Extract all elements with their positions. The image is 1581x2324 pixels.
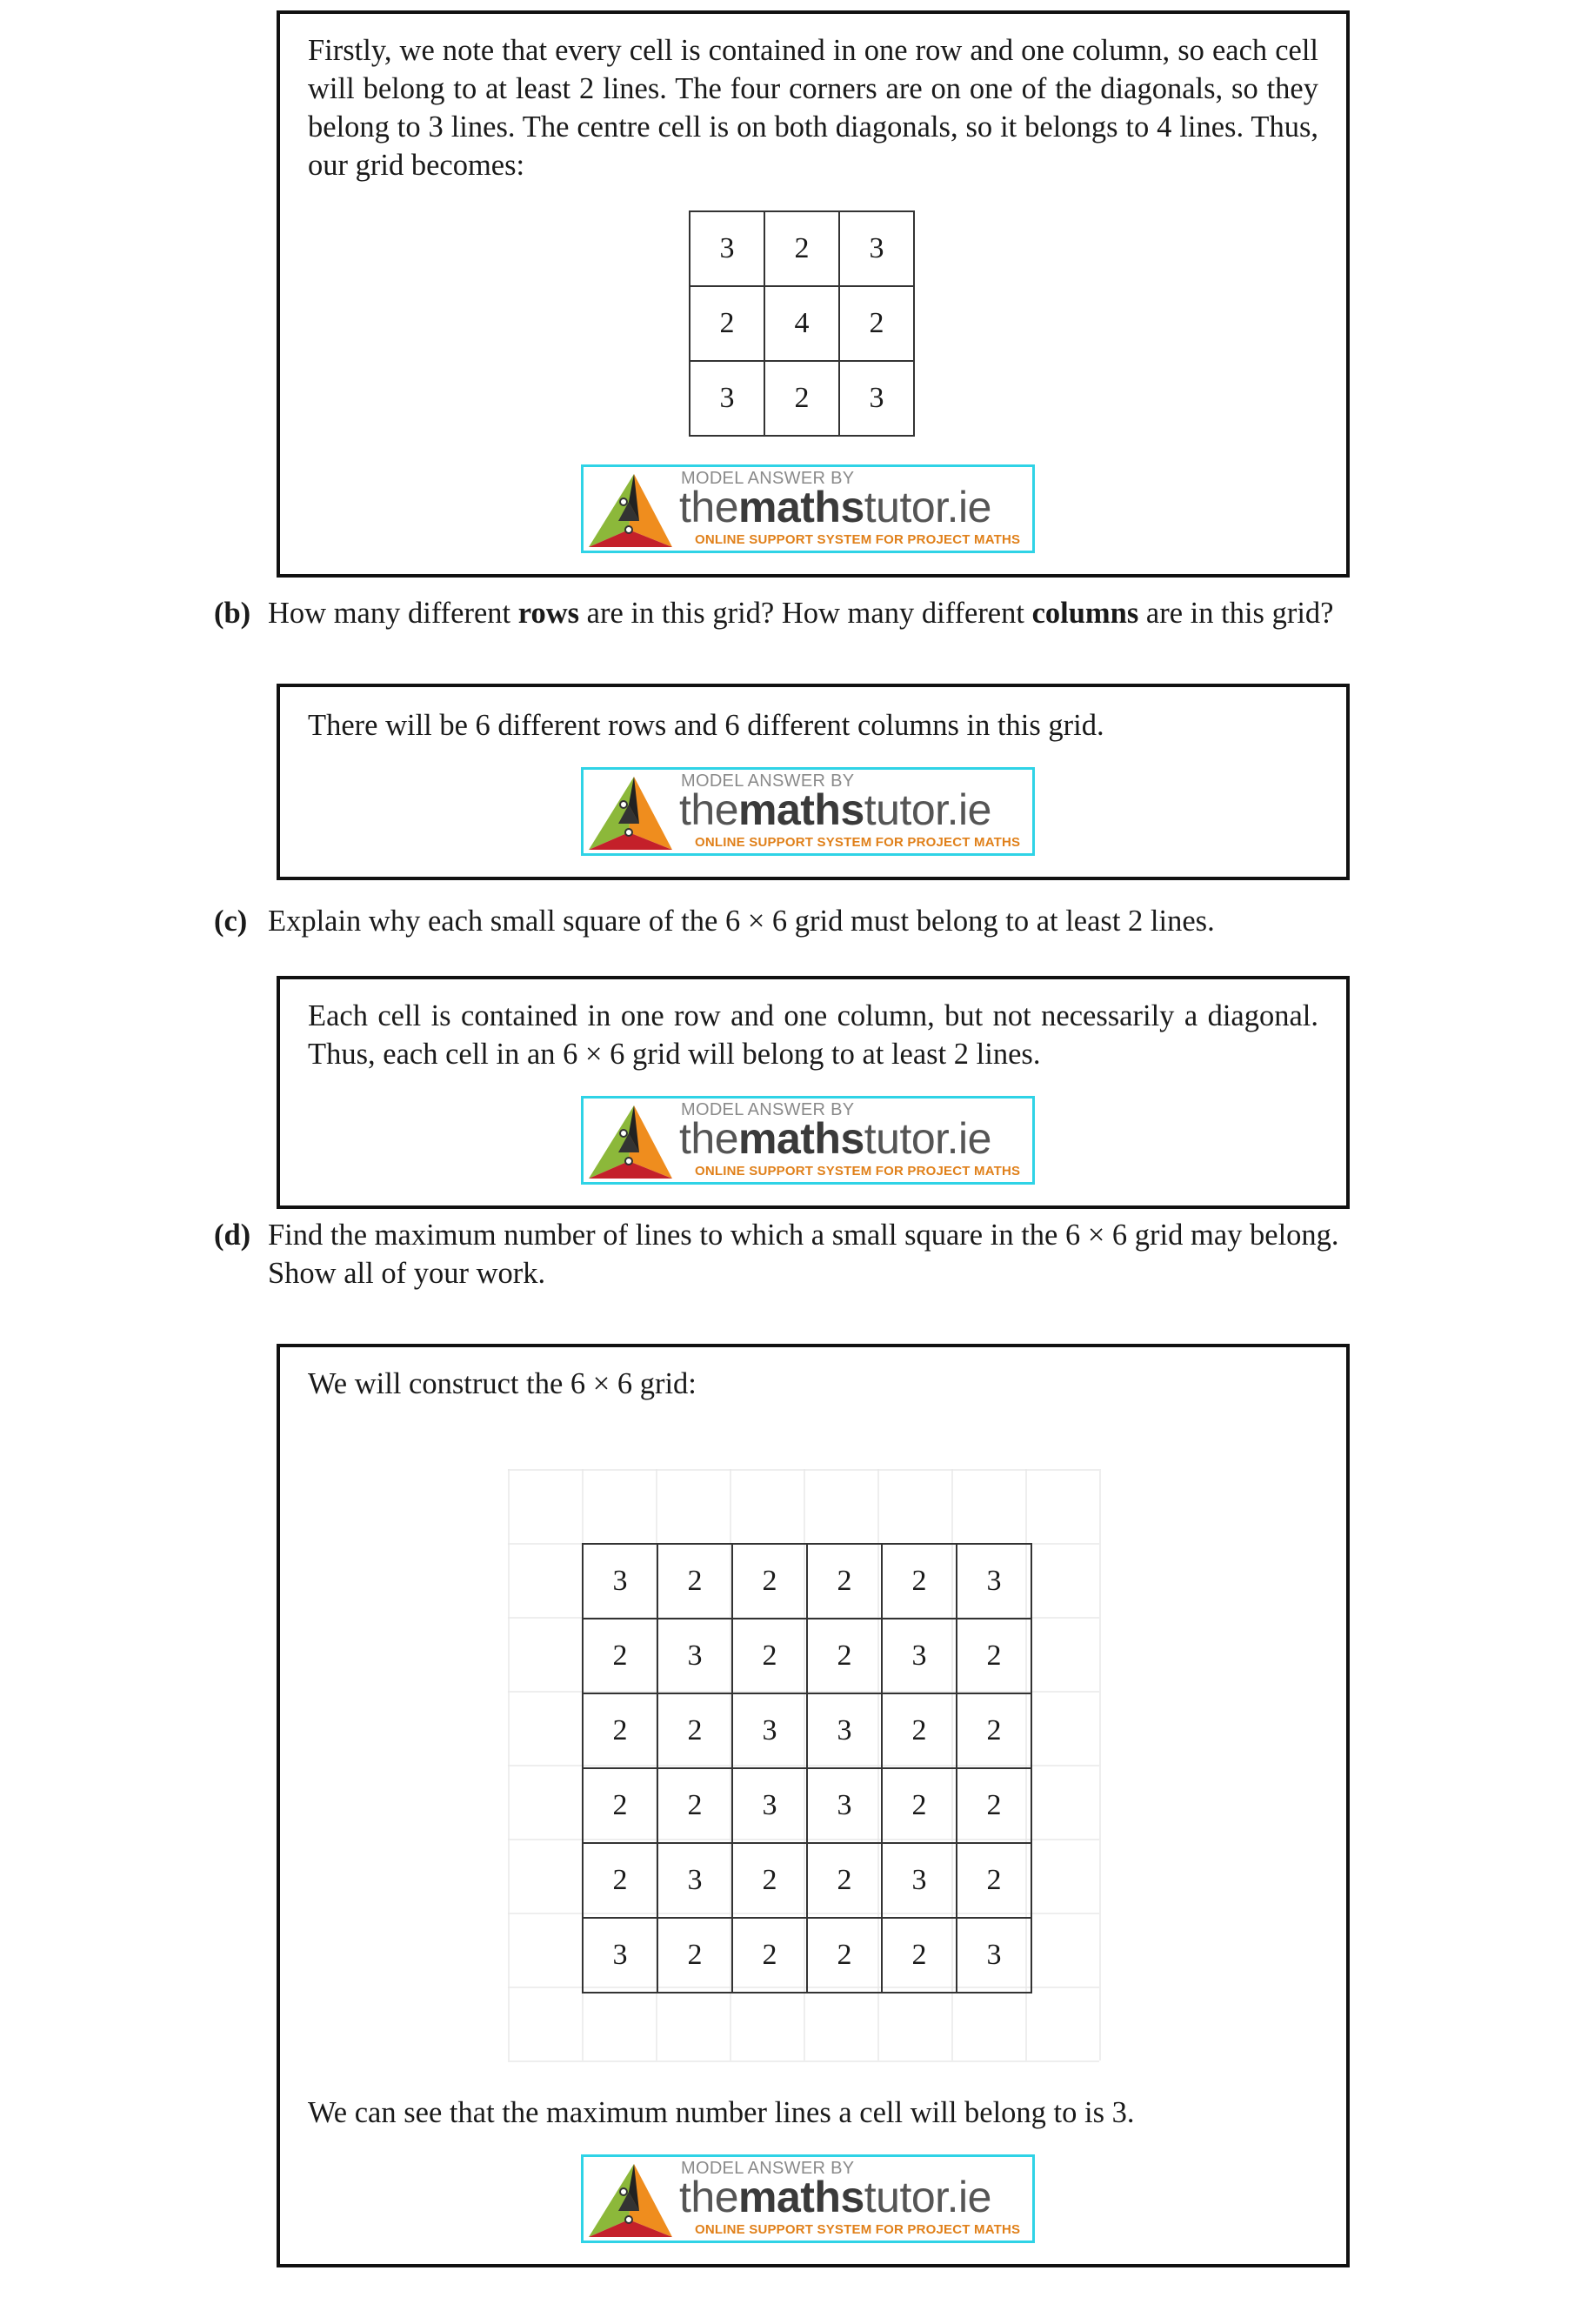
answer-box-d xyxy=(277,1344,1350,2267)
grid-6x6-row xyxy=(583,1768,1031,1843)
grid-6x6-cell: 2 xyxy=(807,1918,882,1993)
thematstutor-logo xyxy=(581,767,1035,856)
grid-6x6-row xyxy=(583,1918,1031,1993)
grid-6x6 xyxy=(582,1543,1032,1993)
answer-box-b xyxy=(277,684,1350,880)
grid-6x6-cell: 2 xyxy=(583,1619,657,1693)
grid-6x6-cell: 2 xyxy=(882,1768,957,1843)
grid-3x3-cell: 2 xyxy=(690,286,764,361)
logo-triangle-icon xyxy=(585,469,676,551)
grid-6x6-cell: 2 xyxy=(882,1544,957,1619)
grid-6x6-cell: 2 xyxy=(882,1693,957,1768)
grid-3x3-cell: 2 xyxy=(764,361,839,436)
grid-6x6-cell: 3 xyxy=(807,1693,882,1768)
grid-3x3-row xyxy=(690,361,914,436)
grid-6x6-cell: 3 xyxy=(583,1918,657,1993)
logo-tagline: ONLINE SUPPORT SYSTEM FOR PROJECT MATHS xyxy=(695,2222,1021,2237)
question-b-label: (b) xyxy=(214,597,251,630)
grid-6x6-cell: 3 xyxy=(657,1843,732,1918)
grid-6x6-cell: 2 xyxy=(807,1619,882,1693)
question-d-label: (d) xyxy=(214,1219,251,1252)
logo-brand: themathstutor.ie xyxy=(679,1114,991,1163)
grid-3x3-row xyxy=(690,286,914,361)
grid-6x6-cell: 3 xyxy=(657,1619,732,1693)
grid-3x3-cell: 3 xyxy=(839,211,914,286)
grid-6x6-cell: 2 xyxy=(657,1768,732,1843)
logo-triangle-icon xyxy=(585,771,676,853)
grid-6x6-cell: 2 xyxy=(807,1544,882,1619)
grid-6x6-cell: 3 xyxy=(807,1768,882,1843)
grid-6x6-row xyxy=(583,1843,1031,1918)
grid-6x6-cell: 3 xyxy=(882,1619,957,1693)
answer-a-text: Firstly, we note that every cell is contained in one row and one column, so each cell will belong to at least 2 lines. The four corners are on one of the diagonals, so they belong to 3 lines. The centre cell is on both diagonals, so it belongs to 4 lines. Thus, our grid becomes: xyxy=(308,34,1318,182)
grid-6x6-row xyxy=(583,1544,1031,1619)
logo-small-text: MODEL ANSWER BY xyxy=(681,2159,855,2178)
logo-brand: themathstutor.ie xyxy=(679,483,991,531)
logo-small-text: MODEL ANSWER BY xyxy=(681,469,855,488)
logo-small-text: MODEL ANSWER BY xyxy=(681,1100,855,1119)
grid-6x6-cell: 2 xyxy=(957,1768,1031,1843)
grid-3x3-cell: 4 xyxy=(764,286,839,361)
question-b-text: How many different rows are in this grid? How many different columns are in this grid? xyxy=(268,597,1334,630)
answer-box-a xyxy=(277,10,1350,578)
logo-tagline: ONLINE SUPPORT SYSTEM FOR PROJECT MATHS xyxy=(695,835,1021,850)
grid-3x3-row xyxy=(690,211,914,286)
question-c-label: (c) xyxy=(214,905,248,938)
logo-brand: themathstutor.ie xyxy=(679,2173,991,2221)
thematstutor-logo xyxy=(581,464,1035,553)
grid-6x6-cell: 2 xyxy=(732,1619,807,1693)
grid-3x3-cell: 2 xyxy=(764,211,839,286)
logo-tagline: ONLINE SUPPORT SYSTEM FOR PROJECT MATHS xyxy=(695,532,1021,547)
grid-6x6-cell: 2 xyxy=(957,1619,1031,1693)
grid-6x6-cell: 2 xyxy=(657,1693,732,1768)
logo-tagline: ONLINE SUPPORT SYSTEM FOR PROJECT MATHS xyxy=(695,1164,1021,1179)
grid-6x6-cell: 3 xyxy=(957,1544,1031,1619)
answer-d-intro: We will construct the 6 × 6 grid: xyxy=(308,1367,697,1400)
question-d-text: Find the maximum number of lines to which a small square in the 6 × 6 grid may belong. Show all of your work. xyxy=(268,1219,1339,1290)
grid-6x6-row xyxy=(583,1693,1031,1768)
grid-6x6-cell: 3 xyxy=(583,1544,657,1619)
grid-6x6-cell: 2 xyxy=(732,1544,807,1619)
answer-b-text: There will be 6 different rows and 6 different columns in this grid. xyxy=(308,709,1104,742)
grid-6x6-cell: 3 xyxy=(882,1843,957,1918)
grid-6x6-cell: 2 xyxy=(583,1843,657,1918)
logo-triangle-icon xyxy=(585,2159,676,2241)
grid-6x6-cell: 2 xyxy=(957,1693,1031,1768)
grid-3x3-cell: 2 xyxy=(839,286,914,361)
grid-3x3-cell: 3 xyxy=(690,361,764,436)
answer-d-conclusion: We can see that the maximum number lines a cell will belong to is 3. xyxy=(308,2096,1135,2129)
grid-6x6-cell: 3 xyxy=(957,1918,1031,1993)
grid-6x6-cell: 2 xyxy=(807,1843,882,1918)
grid-3x3-cell: 3 xyxy=(839,361,914,436)
logo-small-text: MODEL ANSWER BY xyxy=(681,771,855,791)
grid-6x6-cell: 2 xyxy=(882,1918,957,1993)
grid-6x6-cell: 3 xyxy=(732,1693,807,1768)
thematstutor-logo xyxy=(581,1096,1035,1185)
question-c-text: Explain why each small square of the 6 × 6 grid must belong to at least 2 lines. xyxy=(268,905,1215,938)
grid-6x6-cell: 3 xyxy=(732,1768,807,1843)
grid-6x6-cell: 2 xyxy=(583,1693,657,1768)
grid-6x6-cell: 2 xyxy=(657,1544,732,1619)
grid-6x6-cell: 2 xyxy=(732,1918,807,1993)
grid-6x6-cell: 2 xyxy=(657,1918,732,1993)
grid-6x6-cell: 2 xyxy=(732,1843,807,1918)
grid-3x3 xyxy=(689,210,915,437)
grid-6x6-row xyxy=(583,1619,1031,1693)
grid-6x6-cell: 2 xyxy=(583,1768,657,1843)
grid-6x6-cell: 2 xyxy=(957,1843,1031,1918)
thematstutor-logo xyxy=(581,2154,1035,2243)
logo-triangle-icon xyxy=(585,1100,676,1182)
logo-brand: themathstutor.ie xyxy=(679,785,991,834)
grid-3x3-cell: 3 xyxy=(690,211,764,286)
answer-box-c xyxy=(277,976,1350,1209)
answer-c-text: Each cell is contained in one row and one column, but not necessarily a diagonal. Thus, each cell in an 6 × 6 grid will belong to at least 2 lines. xyxy=(308,999,1318,1071)
